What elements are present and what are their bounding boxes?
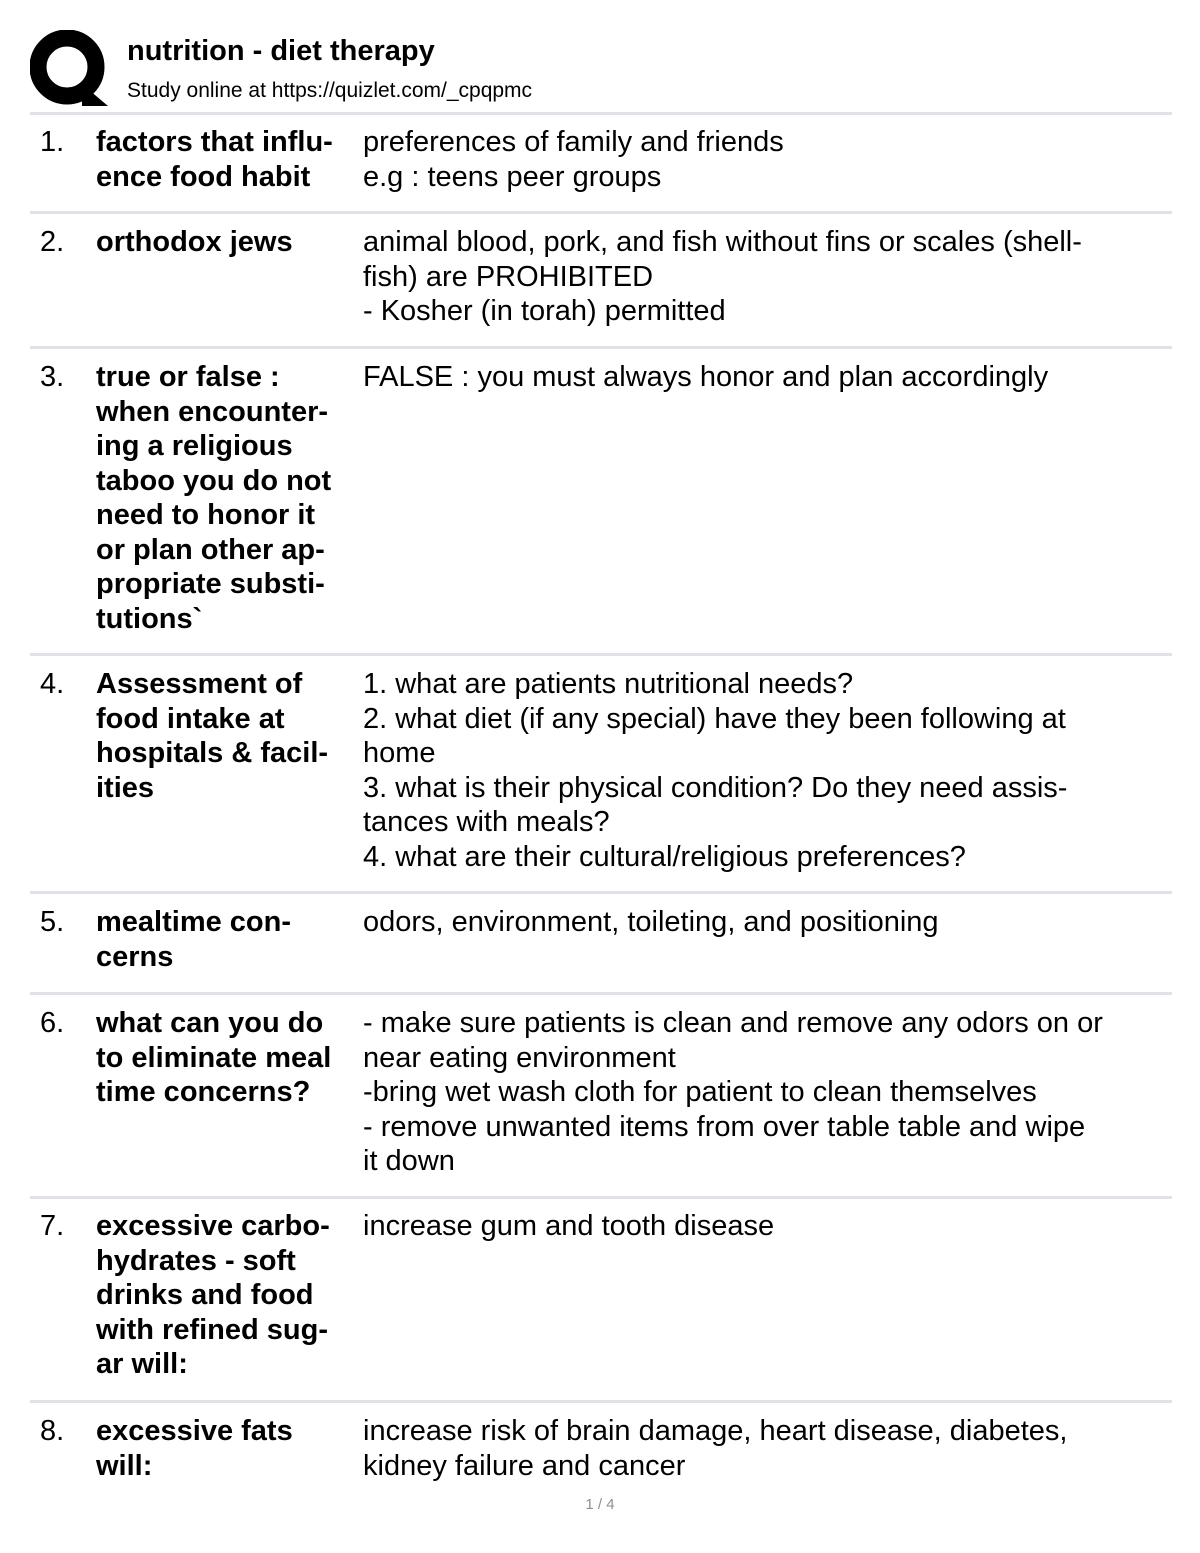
card-term: excessive fats will:: [96, 1415, 293, 1482]
divider: [30, 112, 1172, 115]
divider: [30, 992, 1172, 995]
card-term: true or false : when encounter- ing a religious taboo you do not need to honor it or plan other ap- propriate substi- tutions`: [96, 361, 332, 635]
quizlet-q-logo-icon: [30, 30, 108, 106]
card-term: excessive carbo- hydrates - soft drinks and food with refined sug- ar will:: [96, 1210, 330, 1380]
card-definition: animal blood, pork, and fish without fins or scales (shell- fish) are PROHIBITED - Kosher (in torah) permitted: [363, 226, 1082, 327]
card-number: 6.: [40, 1007, 65, 1039]
card-number: 8.: [40, 1415, 65, 1447]
card-number: 7.: [40, 1210, 65, 1242]
divider: [30, 346, 1172, 349]
card-number: 4.: [40, 668, 65, 700]
divider: [30, 891, 1172, 894]
card-term: Assessment of food intake at hospitals & facil- ities: [96, 668, 329, 804]
card-term: factors that influ- ence food habit: [96, 126, 333, 193]
page-number: 1 / 4: [585, 1496, 615, 1513]
page-header: [30, 30, 1172, 110]
card-number: 1.: [40, 126, 65, 158]
divider: [30, 1196, 1172, 1199]
card-term: what can you do to eliminate meal time concerns?: [96, 1007, 332, 1108]
page-title: nutrition - diet therapy: [127, 35, 435, 67]
divider: [30, 1400, 1172, 1403]
card-number: 2.: [40, 226, 65, 258]
card-definition: increase gum and tooth disease: [363, 1210, 775, 1242]
card-definition: FALSE : you must always honor and plan accordingly: [363, 361, 1049, 393]
card-definition: - make sure patients is clean and remove any odors on or near eating environment -bring wet wash cloth for patient to clean themselves - remove unwanted items from over table table and wipe it down: [363, 1007, 1103, 1177]
card-definition: odors, environment, toileting, and positioning: [363, 906, 939, 938]
card-term: mealtime con- cerns: [96, 906, 291, 973]
card-number: 5.: [40, 906, 65, 938]
card-definition: preferences of family and friends e.g : teens peer groups: [363, 126, 784, 193]
card-definition: increase risk of brain damage, heart disease, diabetes, kidney failure and cancer: [363, 1415, 1068, 1482]
card-definition: 1. what are patients nutritional needs? 2. what diet (if any special) have they been following at home 3. what is their physical condition? Do they need assis- tances with meals? 4. what are their cultural/religious preferences?: [363, 668, 1068, 873]
card-number: 3.: [40, 361, 65, 393]
card-term: orthodox jews: [96, 226, 293, 258]
study-online-link[interactable]: Study online at https://quizlet.com/_cpqpmc: [127, 79, 533, 102]
divider: [30, 211, 1172, 214]
divider: [30, 653, 1172, 656]
